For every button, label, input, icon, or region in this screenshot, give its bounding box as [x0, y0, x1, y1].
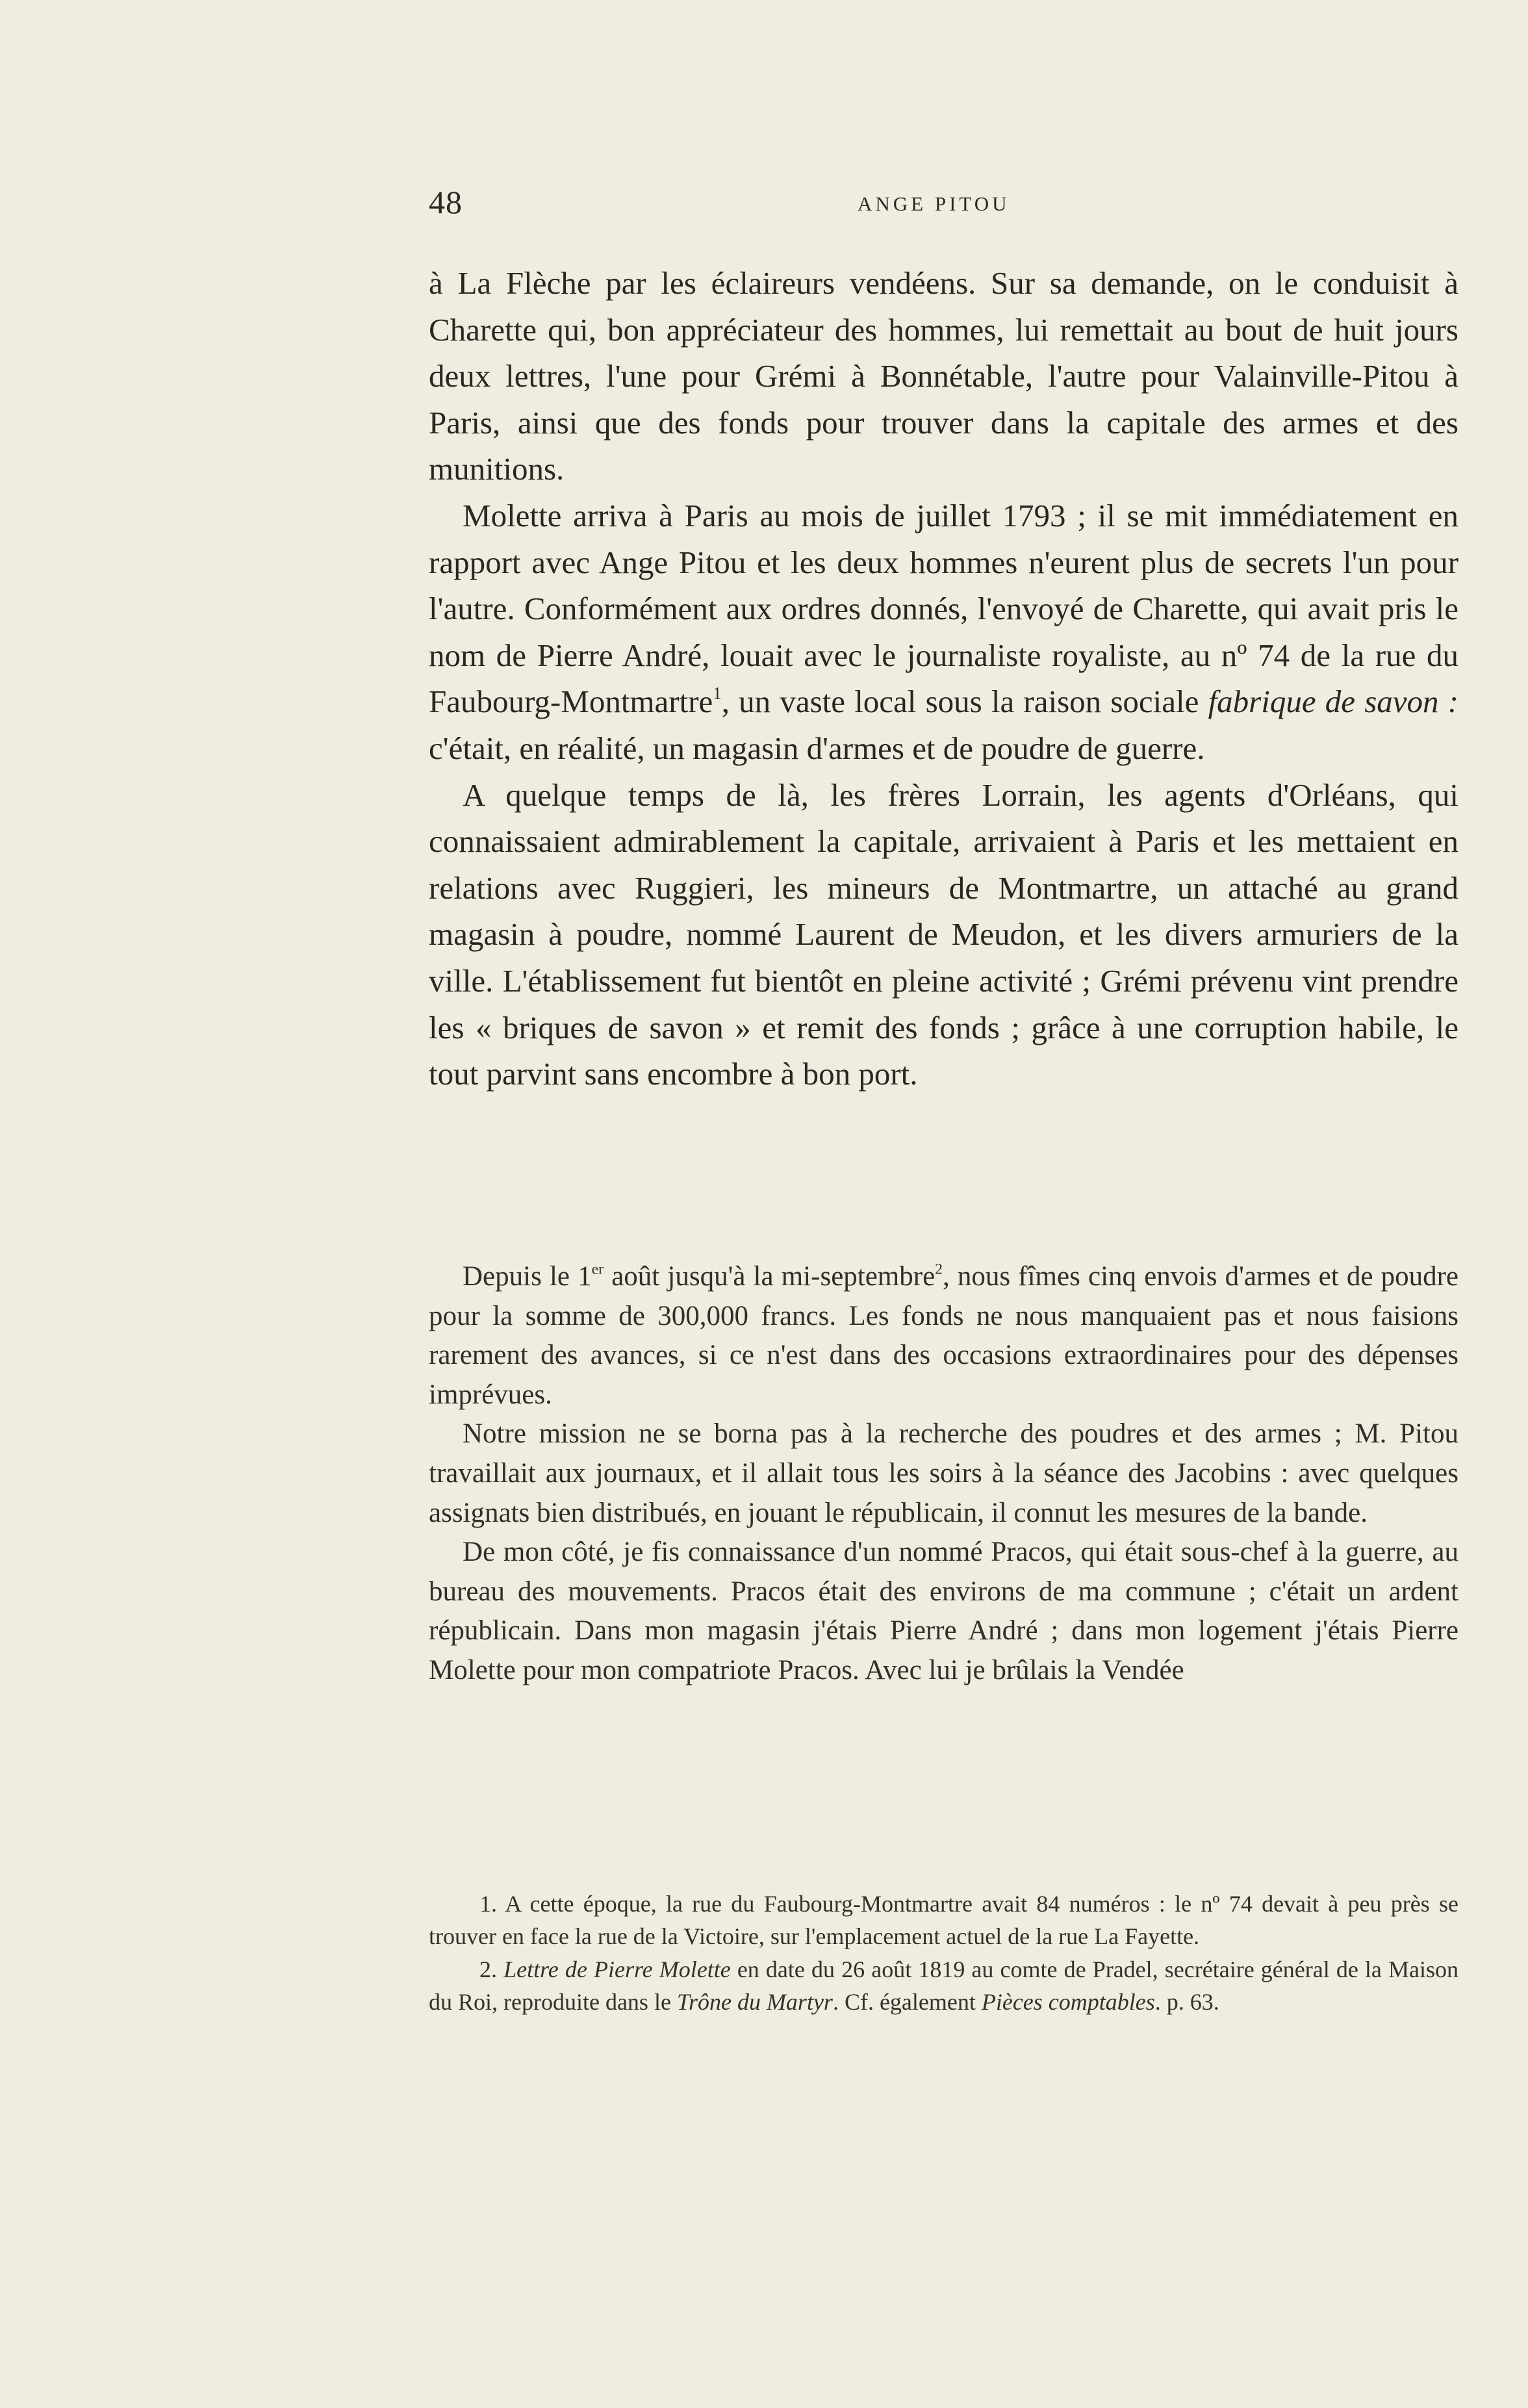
footnote-2-book-title: Trône du Martyr	[676, 1989, 833, 2016]
main-text	[429, 260, 1458, 1097]
quote-1-text-b: août jusqu'à la mi-septembre	[604, 1261, 936, 1292]
footnote-2-text-a: en date du 26 août 1819 au comte de Pradel, secrétaire général de la Maison du Roi, reproduite dans le	[429, 1956, 1459, 2016]
footnote-2-letter-title: Lettre de Pierre Molette	[503, 1956, 731, 1982]
paragraph-molette-arrival	[429, 493, 1458, 772]
paragraph-2-text-a: Molette arriva à Paris au mois de juillet 1793 ; il se mit immédiatement en rapport avec Ange Pitou et les deux hommes n'eurent plus de secrets l'un pour l'autre. Conformément aux ordres donnés, l'envoyé de Charette, qui avait pris le nom de Pierre André, louait avec le journaliste royaliste, au nº 74 de la rue du Faubourg-Montmartre	[429, 497, 1458, 720]
quote-1-text-a: Depuis le 1	[463, 1261, 592, 1292]
paragraph-3-text: A quelque temps de là, les frères Lorrain, les agents d'Orléans, qui connaissaient admirablement la capitale, arrivaient à Paris et les mettaient en relations avec Ruggieri, les mineurs de Montmartre, un attaché au grand magasin à poudre, nommé Laurent de Meudon, et les divers armuriers de la ville. L'établissement fut bientôt en pleine activité ; Grémi prévenu vint prendre les « briques de savon » et remit des fonds ; grâce à une corruption habile, le tout parvint sans encombre à bon port.	[429, 776, 1458, 1092]
footnote-2-text-b: . Cf. également	[832, 1989, 982, 2016]
quote-1-text-c: , nous fîmes cinq envois d'armes et de poudre pour la somme de 300,000 francs. Les fonds ne nous manquaient pas et nous faisions rarement des avances, si ce n'est dans des occasions extraordinaires pour des dépenses imprévues.	[429, 1261, 1458, 1410]
footnote-ref-2: 2	[935, 1261, 943, 1278]
footnote-1-text: 1. A cette époque, la rue du Faubourg-Montmartre avait 84 numéros : le nº 74 devait à peu près se trouver en face la rue de la Victoire, sur l'emplacement actuel de la rue La Fayette.	[429, 1891, 1458, 1950]
footnotes	[429, 1888, 1458, 2019]
footnote-2-text-c: . p. 63.	[1154, 1989, 1219, 2016]
block-quote	[429, 1257, 1458, 1691]
quote-paragraph-3	[429, 1533, 1458, 1690]
paragraph-2-text-b: , un vaste local sous la raison sociale	[721, 684, 1208, 720]
page-header	[429, 183, 1455, 229]
quote-paragraph-2	[429, 1415, 1458, 1533]
footnote-1	[429, 1888, 1458, 1953]
running-head: ANGE PITOU	[858, 192, 1010, 215]
footnote-2-number: 2.	[479, 1956, 504, 1982]
superscript-er: er	[591, 1261, 604, 1278]
footnote-2-pieces-title: Pièces comptables	[981, 1989, 1155, 2016]
footnote-ref-1: 1	[713, 684, 722, 704]
italic-fabrique-de-savon: fabrique de savon :	[1208, 684, 1458, 720]
quote-3-text: De mon côté, je fis connaissance d'un nommé Pracos, qui était sous-chef à la guerre, au bureau des mouvements. Pracos était des environs de ma commune ; c'était un ardent républicain. Dans mon magasin j'étais Pierre André ; dans mon logement j'étais Pierre Molette pour mon compatriote Pracos. Avec lui je brûlais la Vendée	[429, 1537, 1458, 1685]
paragraph-continued	[429, 260, 1458, 493]
paragraph-lorrain-brothers	[429, 772, 1458, 1097]
page-number: 48	[429, 184, 463, 220]
paragraph-1-text: à La Flèche par les éclaireurs vendéens. Sur sa demande, on le conduisit à Charette qui, bon appréciateur des hommes, lui remettait au bout de huit jours deux lettres, l'une pour Grémi à Bonnétable, l'autre pour Valainville-Pitou à Paris, ainsi que des fonds pour trouver dans la capitale des armes et des munitions.	[429, 265, 1458, 487]
quote-2-text: Notre mission ne se borna pas à la recherche des poudres et des armes ; M. Pitou travaillait aux journaux, et il allait tous les soirs à la séance des Jacobins : avec quelques assignats bien distribués, en jouant le républicain, il connut les mesures de la bande.	[429, 1418, 1458, 1528]
paragraph-2-text-c: c'était, en réalité, un magasin d'armes et de poudre de guerre.	[429, 730, 1205, 766]
quote-paragraph-1	[429, 1257, 1458, 1415]
footnote-2	[429, 1953, 1458, 2019]
